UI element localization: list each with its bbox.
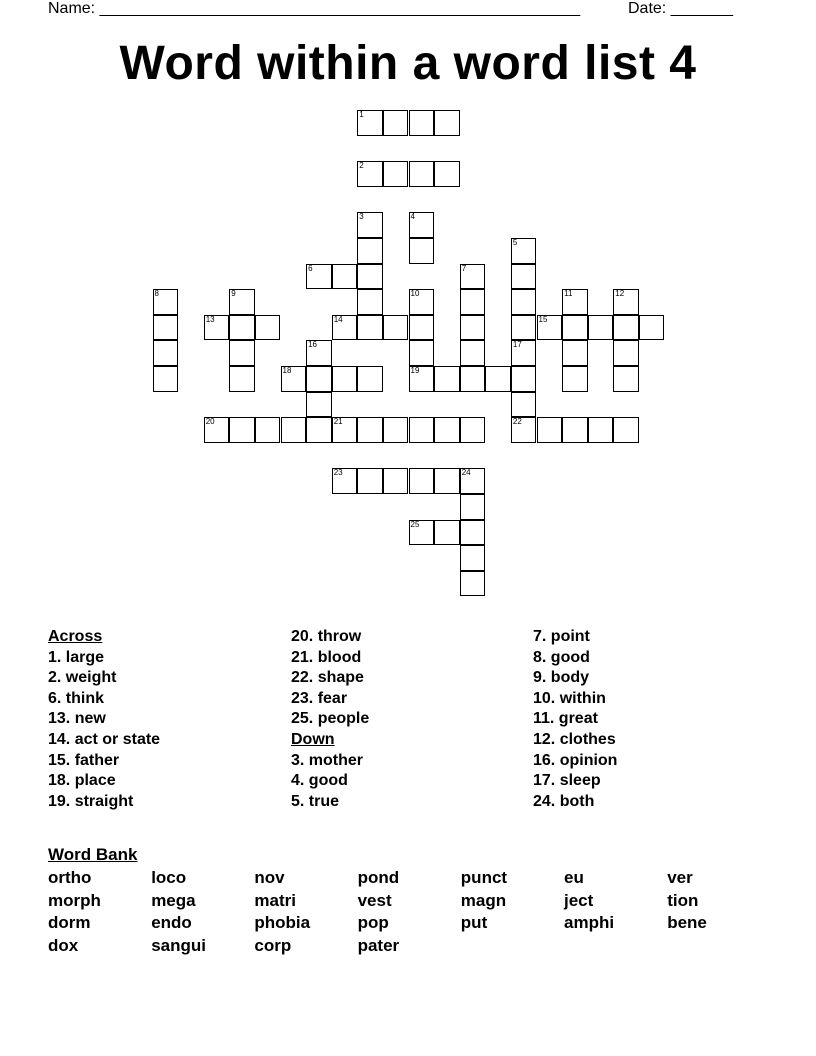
clue-number: 12 — [615, 289, 625, 299]
clues-column-2 — [291, 627, 369, 812]
down-clue — [533, 792, 617, 813]
across-clue — [48, 648, 160, 669]
clue-number: 8 — [154, 289, 159, 299]
down-clue — [533, 648, 617, 669]
clue-number: 21 — [333, 417, 343, 427]
clue-text: act or state — [70, 730, 161, 748]
clue-number: 14 — [333, 314, 343, 324]
clue-text: clothes — [555, 730, 616, 748]
down-clue — [533, 627, 617, 648]
clue-text: good — [546, 648, 590, 666]
clue-number: 20 — [205, 417, 215, 427]
clue-number-label: 8. — [533, 648, 547, 666]
clue-number: 22 — [512, 417, 522, 427]
clue-text: true — [304, 792, 340, 810]
clue-number-label: 17. — [533, 772, 556, 790]
down-clue — [291, 751, 369, 772]
clue-number-label: 24. — [533, 792, 556, 810]
word-bank-item: pop — [357, 913, 389, 933]
word-bank-item: ject — [564, 890, 594, 910]
clue-text: weight — [61, 669, 117, 687]
down-clue — [533, 689, 617, 710]
clue-number-label: 3. — [291, 751, 305, 769]
word-bank-item: dox — [48, 935, 79, 955]
clue-text: new — [70, 710, 106, 728]
down-clue — [533, 751, 617, 772]
clue-number: 4 — [410, 212, 415, 222]
clue-number: 5 — [512, 238, 518, 247]
word-bank-item: ortho — [48, 868, 92, 887]
word-bank-item: pater — [357, 935, 400, 955]
word-bank-item: nov — [254, 868, 285, 887]
clue-number: 23 — [333, 468, 343, 478]
clue-number-label: 14. — [48, 730, 71, 748]
across-clue — [291, 668, 369, 689]
clue-number-label: 23. — [291, 689, 314, 707]
clue-number-label: 25. — [291, 710, 314, 728]
clue-text: opinion — [555, 751, 618, 769]
word-bank-item: morph — [48, 890, 101, 910]
clue-number: 24 — [461, 468, 471, 478]
clue-number-label: 10. — [533, 689, 556, 707]
clue-number: 18 — [282, 366, 292, 375]
clue-text: mother — [304, 751, 364, 769]
clue-text: think — [61, 689, 105, 707]
across-clue — [48, 668, 160, 689]
clue-number-label: 2. — [48, 669, 62, 687]
clue-text: both — [555, 792, 595, 810]
word-bank-item: eu — [564, 868, 584, 887]
clue-text: shape — [313, 669, 364, 687]
clue-text: good — [304, 772, 348, 790]
clue-text: father — [70, 751, 120, 769]
clue-text: fear — [313, 689, 348, 707]
clues-column-3 — [533, 627, 617, 812]
clue-text: place — [70, 772, 116, 790]
word-bank-item: vest — [357, 890, 392, 910]
clue-text: large — [61, 648, 105, 666]
down-clue — [533, 709, 617, 730]
clue-number-label: 12. — [533, 730, 556, 748]
word-bank-item: amphi — [564, 913, 615, 933]
across-clue — [48, 730, 160, 751]
clue-text: sleep — [555, 772, 601, 790]
name-field-label[interactable]: Name: ______________________________________________________ — [48, 0, 581, 17]
across-heading: Across — [48, 628, 103, 645]
down-clue — [533, 730, 617, 751]
clue-number: 17 — [512, 340, 522, 350]
across-clue — [48, 709, 160, 730]
clue-text: blood — [313, 648, 362, 666]
clue-number-label: 13. — [48, 710, 71, 728]
clue-number-label: 5. — [291, 792, 305, 810]
down-clue — [291, 792, 369, 813]
clue-number-label: 21. — [291, 648, 314, 666]
word-bank-item: punct — [460, 868, 508, 887]
clue-number-label: 15. — [48, 751, 71, 769]
clue-number: 25 — [410, 519, 420, 529]
clue-text: straight — [70, 792, 134, 810]
clue-number: 6 — [308, 263, 313, 273]
clue-text: point — [546, 628, 590, 645]
down-clue — [533, 668, 617, 689]
clue-number: 11 — [564, 289, 573, 299]
clue-number: 19 — [410, 366, 420, 375]
clue-number: 15 — [538, 314, 548, 324]
clue-number-label: 9. — [533, 669, 547, 687]
word-bank-item: phobia — [254, 913, 311, 933]
clue-number-label: 16. — [533, 751, 556, 769]
word-bank-item: matri — [254, 890, 296, 910]
down-clue — [291, 771, 369, 792]
across-clue — [291, 709, 369, 730]
clue-number-label: 6. — [48, 689, 62, 707]
clue-number: 7 — [461, 263, 467, 273]
clue-number: 13 — [205, 314, 215, 324]
word-bank-item: loco — [151, 868, 187, 887]
word-bank-item: dorm — [48, 913, 91, 933]
clue-number: 1 — [359, 110, 364, 119]
clue-text: throw — [313, 628, 362, 645]
clue-number-label: 19. — [48, 792, 71, 810]
word-bank-item: tion — [667, 890, 699, 910]
clue-number: 10 — [410, 289, 420, 299]
clue-number: 3 — [359, 212, 364, 222]
across-clue — [291, 689, 369, 710]
word-bank-item: magn — [460, 890, 507, 910]
clue-number: 9 — [231, 289, 236, 299]
across-clue — [48, 792, 160, 813]
clue-text: within — [555, 689, 606, 707]
word-bank-item: put — [460, 913, 488, 933]
clues-column-1 — [48, 627, 160, 812]
word-bank-item: pond — [357, 868, 400, 887]
clue-number: 16 — [308, 340, 317, 350]
clue-number-label: 4. — [291, 772, 305, 790]
word-bank-item: endo — [151, 913, 192, 933]
across-clue — [48, 771, 160, 792]
word-bank-title: Word Bank — [48, 845, 138, 864]
clue-text: great — [554, 710, 598, 728]
page-title: Word within a word list 4 — [119, 37, 697, 90]
down-clue — [533, 771, 617, 792]
word-bank-item: mega — [151, 890, 196, 910]
clue-number-label: 18. — [48, 772, 71, 790]
word-bank-item: sangui — [151, 935, 206, 955]
across-clue — [48, 689, 160, 710]
word-bank-item: bene — [667, 913, 707, 933]
clue-text: people — [313, 710, 370, 728]
word-bank-item: ver — [667, 868, 693, 887]
across-clue — [291, 648, 369, 669]
across-clue — [48, 751, 160, 772]
clue-number-label: 1. — [48, 648, 62, 666]
date-field-label[interactable]: Date: _______ — [628, 0, 733, 17]
word-bank-item: corp — [254, 935, 292, 955]
clue-text: body — [546, 669, 590, 687]
down-heading: Down — [291, 730, 335, 748]
across-clue — [291, 627, 369, 648]
clue-number-label: 11. — [533, 710, 555, 728]
clue-number-label: 20. — [291, 628, 314, 645]
clue-number-label: 7. — [533, 628, 547, 645]
clue-number: 2 — [359, 161, 364, 171]
clue-number-label: 22. — [291, 669, 314, 687]
